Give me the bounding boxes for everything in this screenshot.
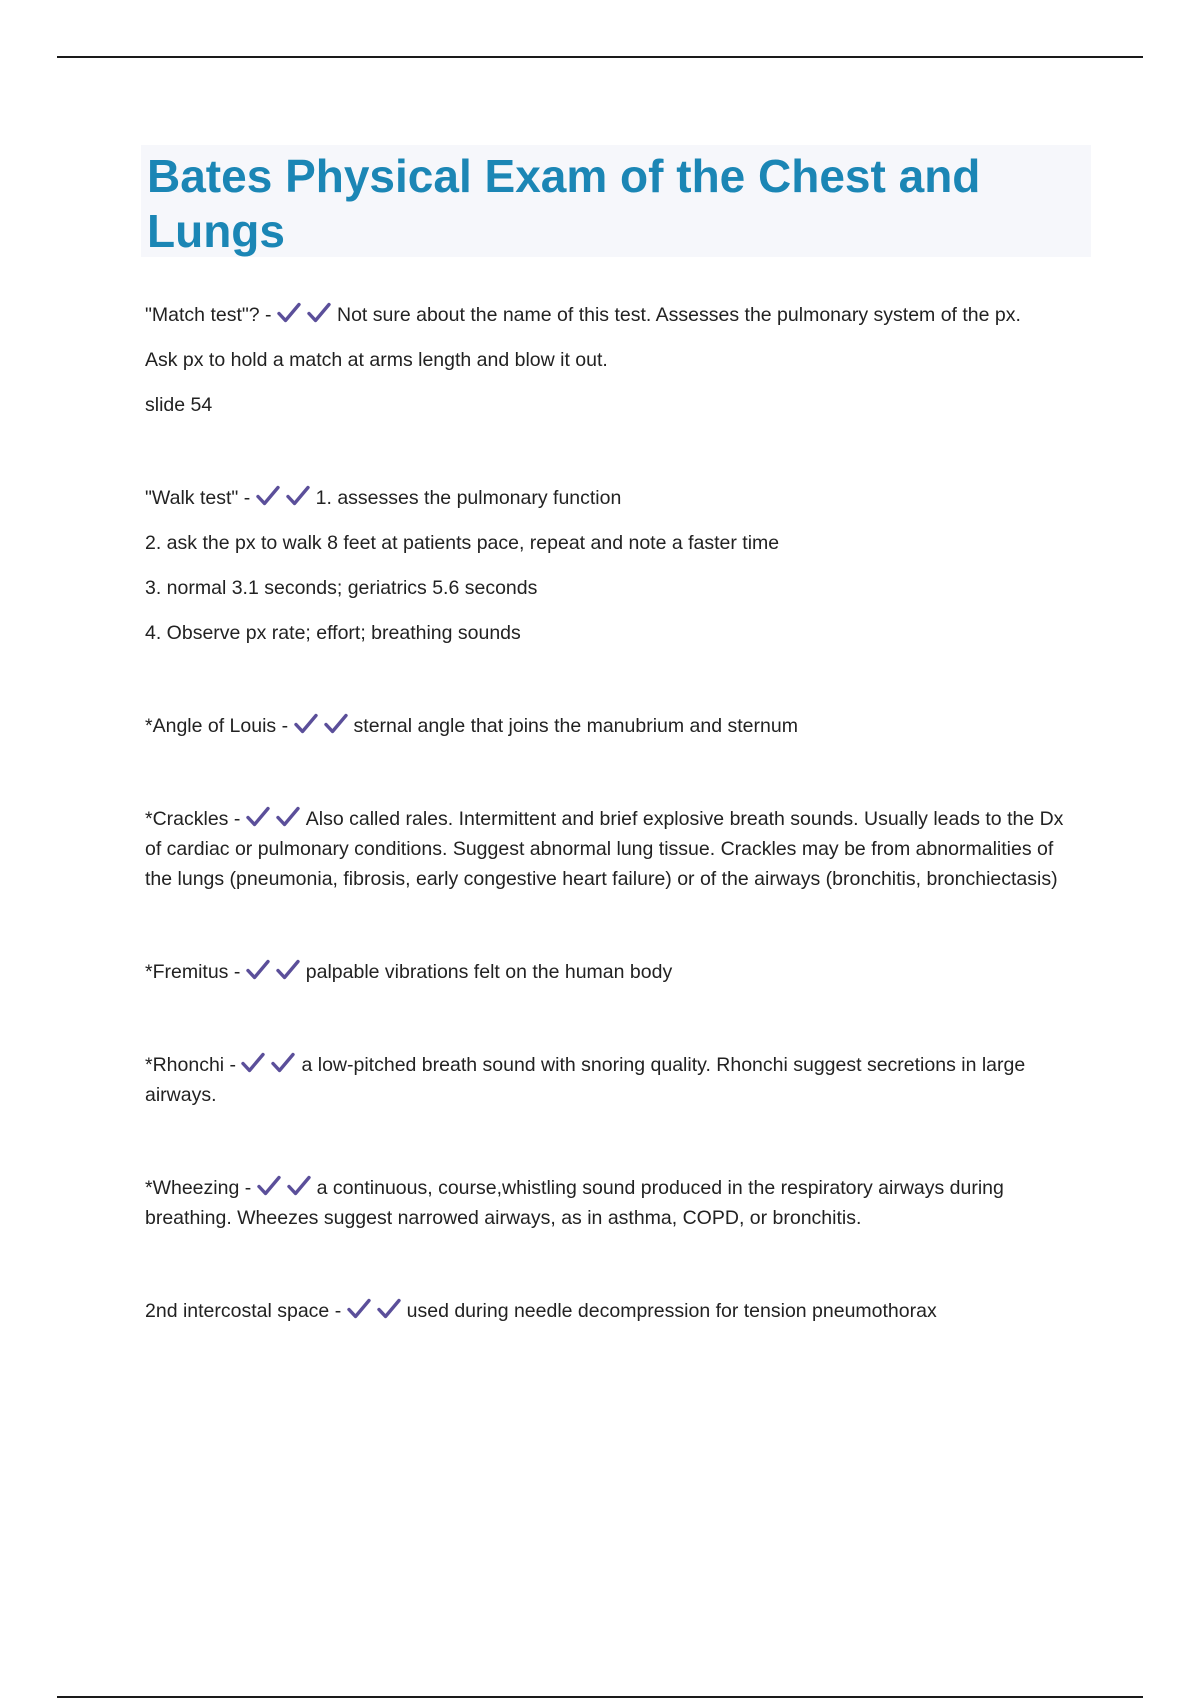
entry-definition-text: used during needle decompression for tension pneumothorax [406, 1300, 937, 1322]
entry-definition-text: sternal angle that joins the manubrium and sternum [353, 715, 798, 737]
entry-definition-text: palpable vibrations felt on the human body [305, 961, 673, 983]
entry-first-line [145, 1296, 1080, 1326]
term-separator: - [239, 1177, 257, 1199]
entry-term: *Angle of Louis [145, 715, 277, 737]
check-icon [246, 959, 270, 981]
check-icon [377, 1298, 401, 1320]
entry-definition-text: 4. Observe px rate; effort; breathing sounds [145, 622, 521, 644]
check-icon [257, 1175, 281, 1197]
entry-definition-text: a low-pitched breath sound with snoring quality. Rhonchi suggest secretions in large airways. [145, 1054, 1026, 1106]
entry-first-line [145, 804, 1080, 894]
check-icon [246, 806, 270, 828]
answer-marker [246, 808, 306, 830]
check-icon [347, 1298, 371, 1320]
answer-marker [277, 304, 337, 326]
top-rule [57, 56, 1143, 58]
answer-marker [241, 1054, 301, 1076]
entry-term: *Fremitus [145, 961, 229, 983]
entry-first-line [145, 1173, 1080, 1233]
check-icon [307, 302, 331, 324]
check-icon [324, 713, 348, 735]
entry-definition-text: Not sure about the name of this test. Assesses the pulmonary system of the px. [336, 304, 1021, 326]
entry-line [145, 573, 1080, 603]
flashcard-list [145, 300, 1080, 1389]
entry-definition-text: 2. ask the px to walk 8 feet at patients pace, repeat and note a faster time [145, 532, 780, 554]
flashcard-entry [145, 957, 1080, 987]
entry-definition-text: Also called rales. Intermittent and brief explosive breath sounds. Usually leads to the Dx of cardiac or pulmonary conditions. Suggest abnormal lung tissue. Crackles may be from abnormalities of the lungs (pneumonia, fibrosis, early congestive heart failure) or of the airways (bronchitis, bronchiectasis) [145, 808, 1064, 890]
term-separator: - [238, 487, 256, 509]
bottom-rule [57, 1696, 1143, 1698]
title-banner [141, 145, 1091, 257]
check-icon [277, 302, 301, 324]
check-icon [276, 959, 300, 981]
check-icon [286, 485, 310, 507]
page-title: Bates Physical Exam of the Chest and Lungs [147, 150, 981, 257]
flashcard-entry [145, 483, 1080, 648]
entry-definition-text: Ask px to hold a match at arms length and blow it out. [145, 349, 608, 371]
check-icon [271, 1052, 295, 1074]
flashcard-entry [145, 711, 1080, 741]
entry-first-line [145, 711, 1080, 741]
check-icon [287, 1175, 311, 1197]
flashcard-entry [145, 1050, 1080, 1110]
term-separator: - [224, 1054, 242, 1076]
answer-marker [246, 961, 306, 983]
check-icon [256, 485, 280, 507]
entry-first-line [145, 300, 1080, 330]
entry-line [145, 390, 1080, 420]
term-separator: - [329, 1300, 347, 1322]
answer-marker [294, 715, 354, 737]
entry-term: *Wheezing [145, 1177, 240, 1199]
term-separator: - [228, 961, 246, 983]
term-separator: - [228, 808, 246, 830]
entry-first-line [145, 483, 1080, 513]
entry-term: 2nd intercostal space [145, 1300, 330, 1322]
check-icon [294, 713, 318, 735]
answer-marker [256, 487, 316, 509]
entry-term: "Match test"? [145, 304, 260, 326]
entry-first-line [145, 1050, 1080, 1110]
flashcard-entry [145, 1173, 1080, 1233]
check-icon [276, 806, 300, 828]
answer-marker [257, 1177, 317, 1199]
entry-definition-text: 3. normal 3.1 seconds; geriatrics 5.6 seconds [145, 577, 538, 599]
entry-term: *Crackles [145, 808, 229, 830]
check-icon [241, 1052, 265, 1074]
flashcard-entry [145, 300, 1080, 420]
entry-definition-text: slide 54 [145, 394, 213, 416]
entry-term: *Rhonchi [145, 1054, 225, 1076]
entry-first-line [145, 957, 1080, 987]
flashcard-entry [145, 804, 1080, 894]
entry-term: "Walk test" [145, 487, 239, 509]
answer-marker [347, 1300, 407, 1322]
flashcard-entry [145, 1296, 1080, 1326]
entry-definition-text: a continuous, course,whistling sound produced in the respiratory airways during breathing. Wheezes suggest narrowed airways, as in asthma, COPD, or bronchitis. [145, 1177, 1004, 1229]
term-separator: - [259, 304, 277, 326]
term-separator: - [276, 715, 294, 737]
entry-line [145, 618, 1080, 648]
entry-line [145, 528, 1080, 558]
entry-definition-text: 1. assesses the pulmonary function [315, 487, 622, 509]
entry-line [145, 345, 1080, 375]
